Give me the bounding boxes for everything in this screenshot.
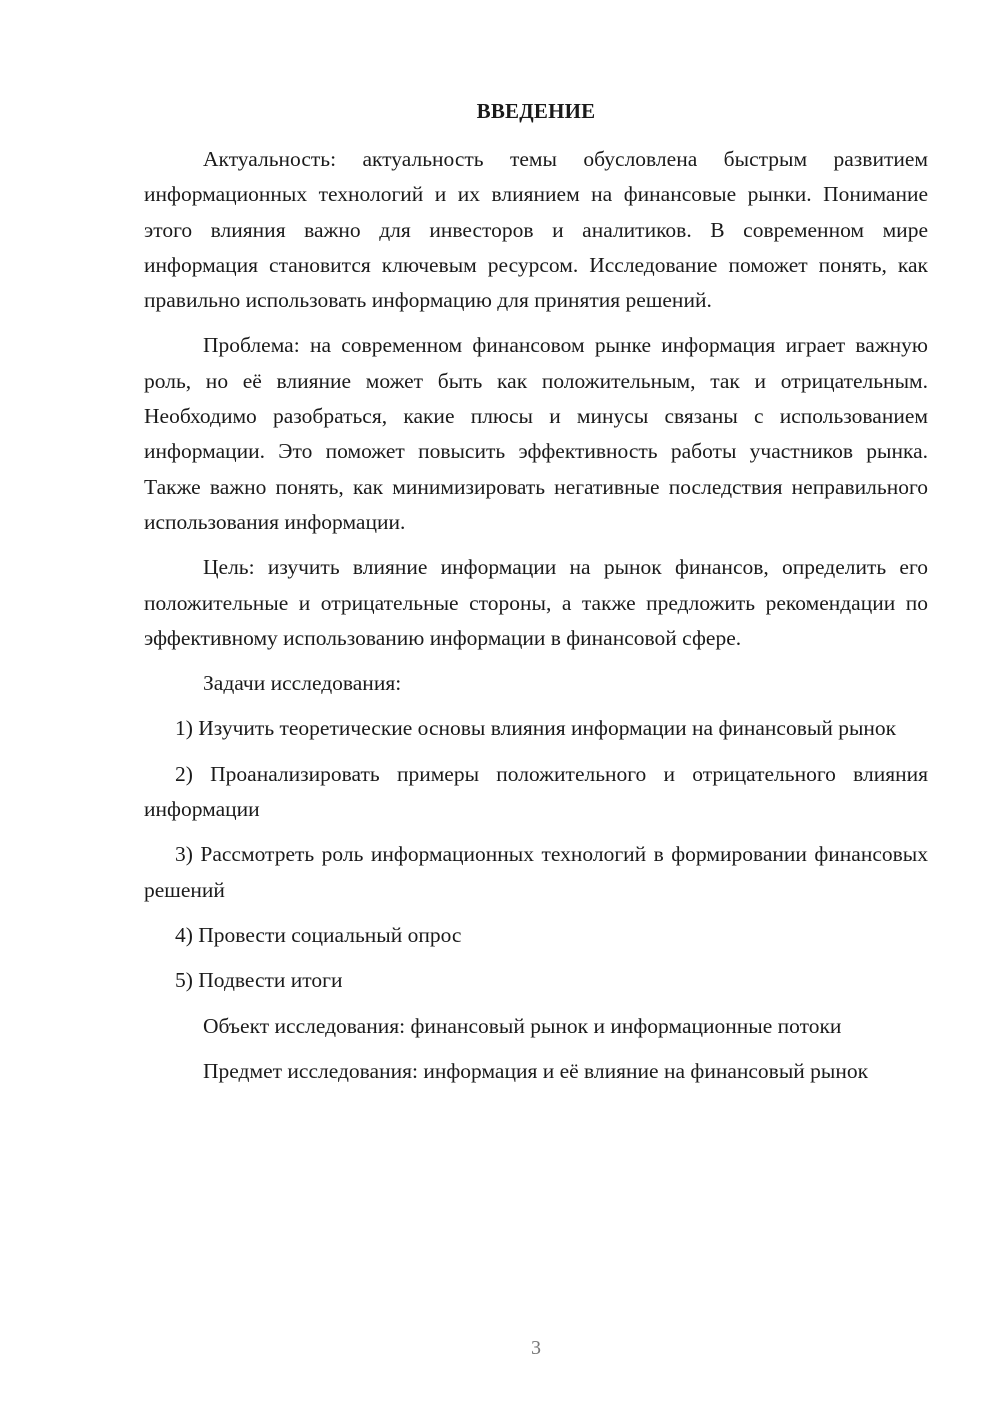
task-item: 3) Рассмотреть роль информационных технологий в формировании финансовых решений <box>144 842 928 902</box>
paragraph-goal: Цель: изучить влияние информации на рынок финансов, определить его положительные и отрицательные стороны, а также предложить рекомендации по эффективному использованию информации в финансовой сфере. <box>144 555 928 650</box>
paragraph-relevance: Актуальность: актуальность темы обусловлена быстрым развитием информационных технологий и их влиянием на финансовые рынки. Понимание этого влияния важно для инвесторов и аналитиков. В современном мире информация становится ключевым ресурсом. Исследование поможет понять, как правильно использовать информацию для принятия решений. <box>144 147 928 313</box>
section-heading: ВВЕДЕНИЕ <box>476 99 596 123</box>
tasks-title: Задачи исследования: <box>203 671 402 696</box>
task-item: 1) Изучить теоретические основы влияния информации на финансовый рынок <box>175 716 897 741</box>
page-number: 3 <box>531 1337 541 1359</box>
document-body <box>144 142 928 1089</box>
paragraph-problem: Проблема: на современном финансовом рынке информация играет важную роль, но её влияние может быть как положительным, так и отрицательным. Необходимо разобраться, какие плюсы и минусы связаны с использованием информации. Это поможет повысить эффективность работы участников рынка. Также важно понять, как минимизировать негативные последствия неправильного использования информации. <box>144 333 928 534</box>
task-item: 5) Подвести итоги <box>175 968 343 993</box>
paragraph-subject: Предмет исследования: информация и её влияние на финансовый рынок <box>203 1058 869 1083</box>
task-item: 2) Проанализировать примеры положительного и отрицательного влияния информации <box>144 761 928 822</box>
paragraph-object: Объект исследования: финансовый рынок и информационные потоки <box>203 1013 842 1038</box>
task-item: 4) Провести социальный опрос <box>175 922 462 947</box>
